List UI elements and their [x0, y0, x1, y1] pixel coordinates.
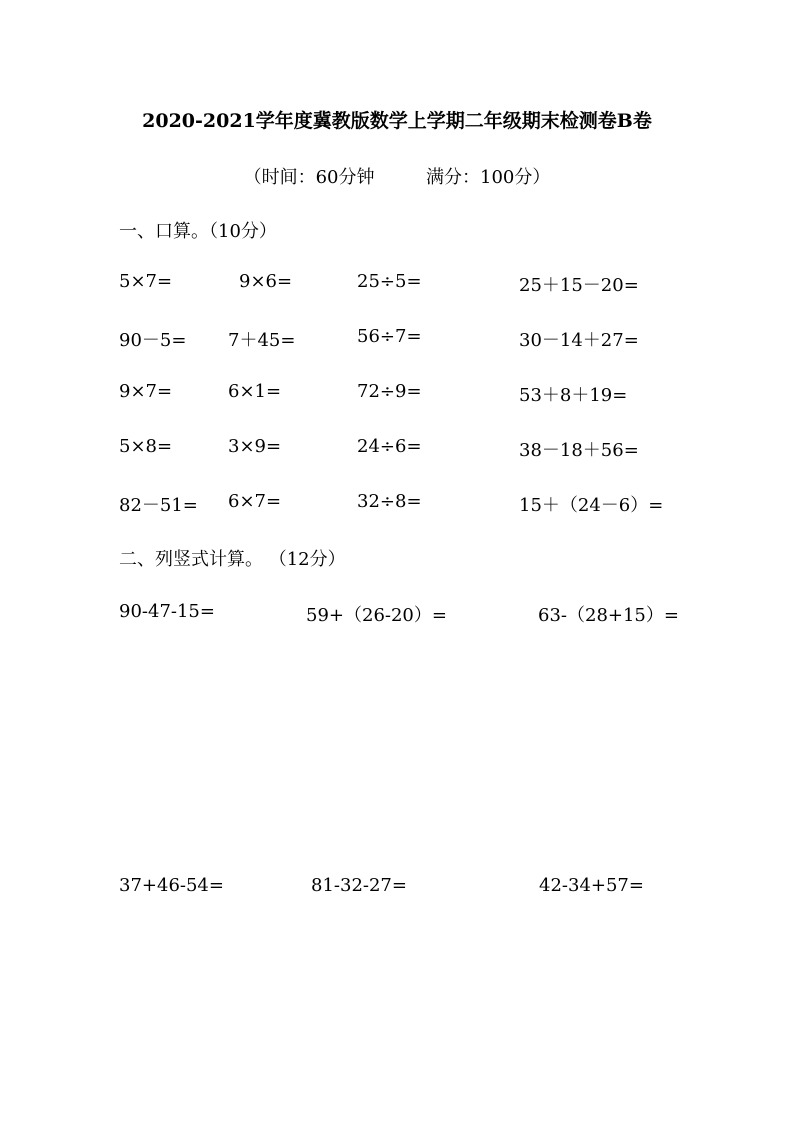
vertical-calc-row-2	[0, 875, 794, 899]
vertical-calc-problem: 37+46-54=	[119, 875, 224, 896]
vertical-calc-problem: 42-34+57=	[539, 875, 644, 896]
oral-problem: 5×7=	[119, 271, 173, 292]
oral-problem: 53＋8＋19=	[519, 385, 628, 406]
vertical-calc-problem: 81-32-27=	[311, 875, 407, 896]
oral-problem: 25÷5=	[357, 271, 422, 292]
vertical-calc-problem: 90-47-15=	[119, 601, 215, 622]
oral-problem: 72÷9=	[357, 381, 422, 402]
oral-problem: 9×6=	[239, 271, 293, 292]
section1-heading: 一、口算。（10分）	[119, 221, 277, 242]
oral-problem: 25＋15－20=	[519, 275, 639, 296]
oral-problem: 30－14＋27=	[519, 330, 639, 351]
oral-row-1	[0, 271, 794, 295]
oral-problem: 3×9=	[228, 436, 282, 457]
oral-problem: 32÷8=	[357, 491, 422, 512]
vertical-calc-problem: 59+（26-20）=	[306, 605, 447, 626]
oral-row-3	[0, 381, 794, 405]
oral-problem: 9×7=	[119, 381, 173, 402]
oral-problem: 90－5=	[119, 330, 187, 351]
vertical-calc-row-1	[0, 601, 794, 625]
oral-problem: 6×7=	[228, 491, 282, 512]
exam-info: （时间：60分钟 满分：100分）	[243, 167, 551, 188]
oral-row-2	[0, 326, 794, 350]
oral-problem: 15＋（24－6）=	[519, 495, 664, 516]
oral-problem: 7＋45=	[228, 330, 296, 351]
oral-problem: 6×1=	[228, 381, 282, 402]
oral-problem: 24÷6=	[357, 436, 422, 457]
oral-problem: 38－18＋56=	[519, 440, 639, 461]
vertical-calc-problem: 63-（28+15）=	[538, 605, 679, 626]
oral-problem: 82－51=	[119, 495, 198, 516]
oral-row-5	[0, 491, 794, 515]
oral-row-4	[0, 436, 794, 460]
oral-problem: 5×8=	[119, 436, 173, 457]
page-title: 2020-2021学年度冀教版数学上学期二年级期末检测卷B卷	[142, 110, 652, 132]
section2-heading: 二、列竖式计算。 （12分）	[119, 549, 346, 570]
oral-problem: 56÷7=	[357, 326, 422, 347]
